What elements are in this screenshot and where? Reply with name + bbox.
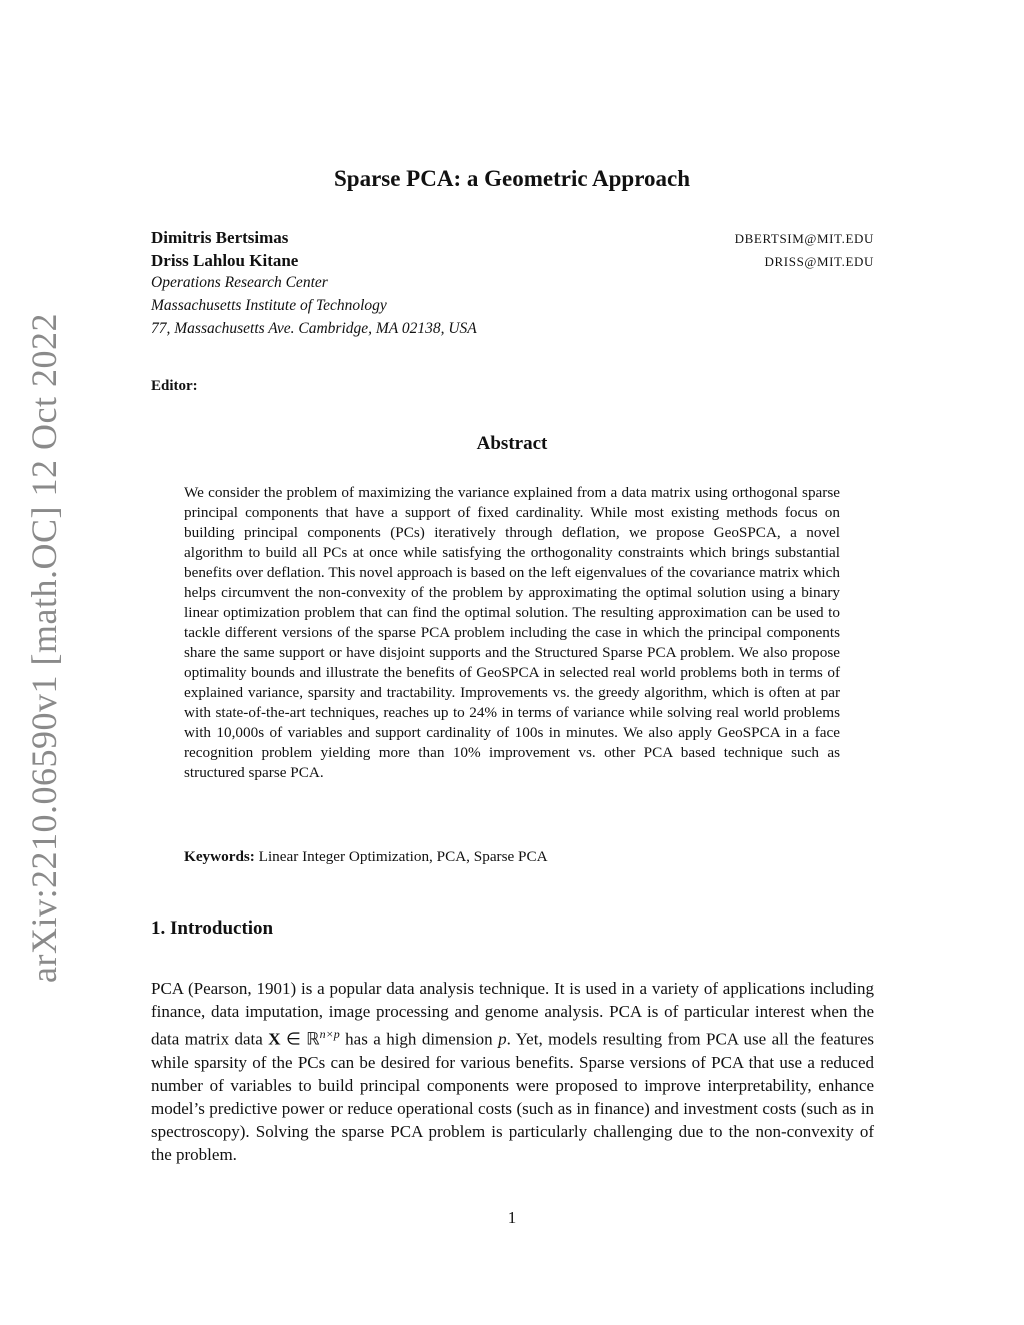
- editor-label: Editor:: [151, 378, 198, 394]
- affiliation-line: 77, Massachusetts Ave. Cambridge, MA 02138, USA: [151, 320, 477, 337]
- intro-text-part: has a high dimension: [339, 1029, 499, 1049]
- author-name: Driss Lahlou Kitane: [151, 251, 299, 270]
- author-name: Dimitris Bertsimas: [151, 228, 289, 247]
- affiliation-line: Operations Research Center: [151, 274, 328, 291]
- intro-text-part: PCA (Pearson, 1901) is a popular data analysis technique. It is used in a variety of applications including finance, data imputation, image processing and genome analysis. PCA is of particular interest when the data matrix data: [151, 979, 874, 1049]
- keywords: [184, 848, 840, 866]
- author-email[interactable]: DBERTSIM@MIT.EDU: [734, 231, 874, 246]
- math-p: p: [498, 1029, 507, 1049]
- keywords-text: Linear Integer Optimization, PCA, Sparse PCA: [258, 848, 548, 865]
- author-email[interactable]: DRISS@MIT.EDU: [764, 254, 874, 269]
- math-dimension-superscript: n×p: [319, 1027, 340, 1041]
- paper-title: Sparse PCA: a Geometric Approach: [333, 166, 691, 191]
- affiliation-line: Massachusetts Institute of Technology: [151, 297, 387, 314]
- intro-text-part: . Yet, models resulting from PCA use all the features while sparsity of the PCs can be desired for various benefits. Sparse versions of PCA that use a reduced number of variables to build principal components were proposed to improve interpretability, enhance model’s predictive power or reduce operational costs (such as in finance) and investment costs (such as in spectroscopy). Solving the sparse PCA problem is particularly challenging due to the non-convexity of the problem.: [151, 1029, 874, 1164]
- section-heading: 1. Introduction: [151, 918, 274, 939]
- author-row: [151, 251, 874, 275]
- abstract-heading: Abstract: [476, 433, 548, 454]
- author-row: [151, 228, 874, 252]
- keywords-label: Keywords:: [184, 848, 255, 865]
- page-number: 1: [507, 1208, 517, 1227]
- arxiv-identifier-stamp: arXiv:2210.06590v1 [math.OC] 12 Oct 2022: [24, 313, 64, 983]
- introduction-paragraph: [151, 977, 874, 1166]
- abstract-text: We consider the problem of maximizing the variance explained from a data matrix using orthogonal sparse principal components that have a support of fixed cardinality. While most existing methods focus on building principal components (PCs) iteratively through deflation, we propose GeoSPCA, a novel algorithm to build all PCs at once while satisfying the orthogonality constraints which brings substantial benefits over deflation. This novel approach is based on the left eigenvalues of the covariance matrix which helps circumvent the non-convexity of the problem by approximating the optimal solution using a binary linear optimization problem that can find the optimal solution. The resulting approximation can be used to tackle different versions of the sparse PCA problem including the case in which the principal components share the same support or have disjoint supports and the Structured Sparse PCA problem. We also propose optimality bounds and illustrate the benefits of GeoSPCA in selected real world problems both in terms of explained variance, sparsity and tractability. Improvements vs. the greedy algorithm, which is often at par with state-of-the-art techniques, reaches up to 24% in terms of variance while solving real world problems with 10,000s of variables and support cardinality of 100s in minutes. We also apply GeoSPCA in a face recognition problem yielding more than 10% improvement vs. other PCA based technique such as structured sparse PCA.: [184, 484, 840, 781]
- math-in-reals: ∈ ℝ: [280, 1029, 320, 1049]
- math-matrix-x: X: [268, 1029, 281, 1049]
